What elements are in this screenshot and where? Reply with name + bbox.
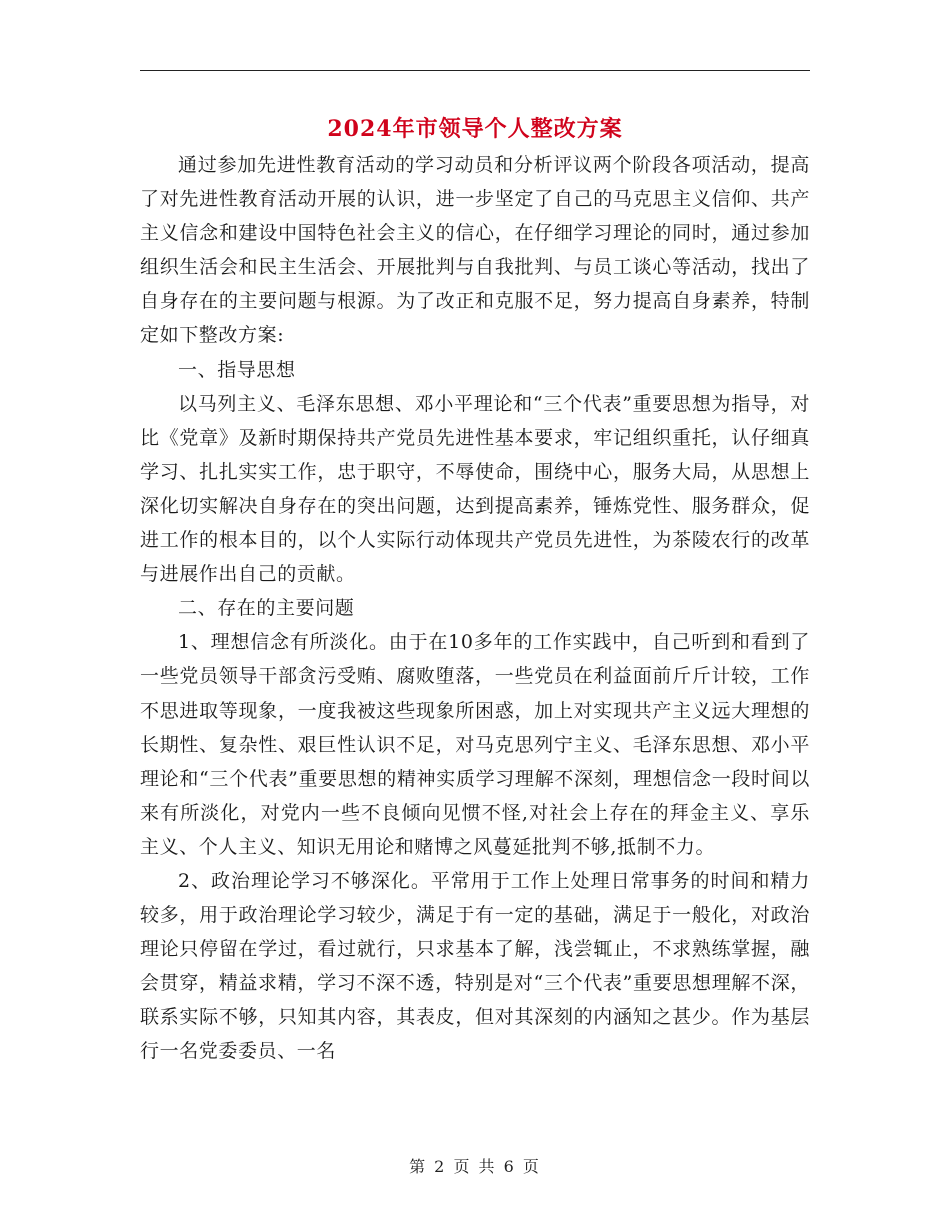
problem-1-paragraph: 1、理想信念有所淡化。由于在10多年的工作实践中，自己听到和看到了一些党员领导干部贪污受贿、腐败堕落，一些党员在利益面前斤斤计较，工作不思进取等现象，一度我被这些现象所困惑，加上对实现共产主义远大理想的长期性、复杂性、艰巨性认识不足，对马克思列宁主义、毛泽东思想、邓小平理论和“三个代表”重要思想的精神实质学习理解不深刻，理想信念一段时间以来有所淡化，对党内一些不良倾向见惯不怪,对社会上存在的拜金主义、享乐主义、个人主义、知识无用论和赌博之风蔓延批判不够,抵制不力。: [140, 631, 810, 858]
document-body: [140, 148, 810, 1069]
problem-2-paragraph: 2、政治理论学习不够深化。平常用于工作上处理日常事务的时间和精力较多，用于政治理论学习较少，满足于有一定的基础，满足于一般化，对政治理论只停留在学过，看过就行，只求基本了解，浅尝辄止，不求熟练掌握，融会贯穿，精益求精，学习不深不透，特别是对“三个代表”重要思想理解不深，联系实际不够，只知其内容，其表皮，但对其深刻的内涵知之甚少。作为基层行一名党委委员、一名: [140, 869, 810, 1063]
header-rule: [140, 70, 810, 71]
guiding-thought-paragraph: 以马列主义、毛泽东思想、邓小平理论和“三个代表”重要思想为指导，对比《党章》及新时期保持共产党员先进性基本要求，牢记组织重托，认仔细真学习、扎扎实实工作，忠于职守，不辱使命，围绕中心，服务大局，从思想上深化切实解决自身存在的突出问题，达到提高素养，锤炼党性、服务群众，促进工作的根本目的，以个人实际行动体现共产党员先进性，为茶陵农行的改革与进展作出自己的贡献。: [140, 392, 810, 586]
intro-paragraph: 通过参加先进性教育活动的学习动员和分析评议两个阶段各项活动，提高了对先进性教育活动开展的认识，进一步坚定了自己的马克思主义信仰、共产主义信念和建设中国特色社会主义的信心，在仔细学习理论的同时，通过参加组织生活会和民主生活会、开展批判与自我批判、与员工谈心等活动，找出了自身存在的主要问题与根源。为了改正和克服不足，努力提高自身素养，特制定如下整改方案:: [140, 154, 810, 347]
section-heading-guiding-thought: 一、指导思想: [178, 358, 296, 381]
document-title: 2024年市领导个人整改方案: [327, 116, 623, 142]
page-number-footer: 第 2 页 共 6 页: [409, 1157, 541, 1176]
section-heading-main-problems: 二、存在的主要问题: [178, 597, 355, 620]
